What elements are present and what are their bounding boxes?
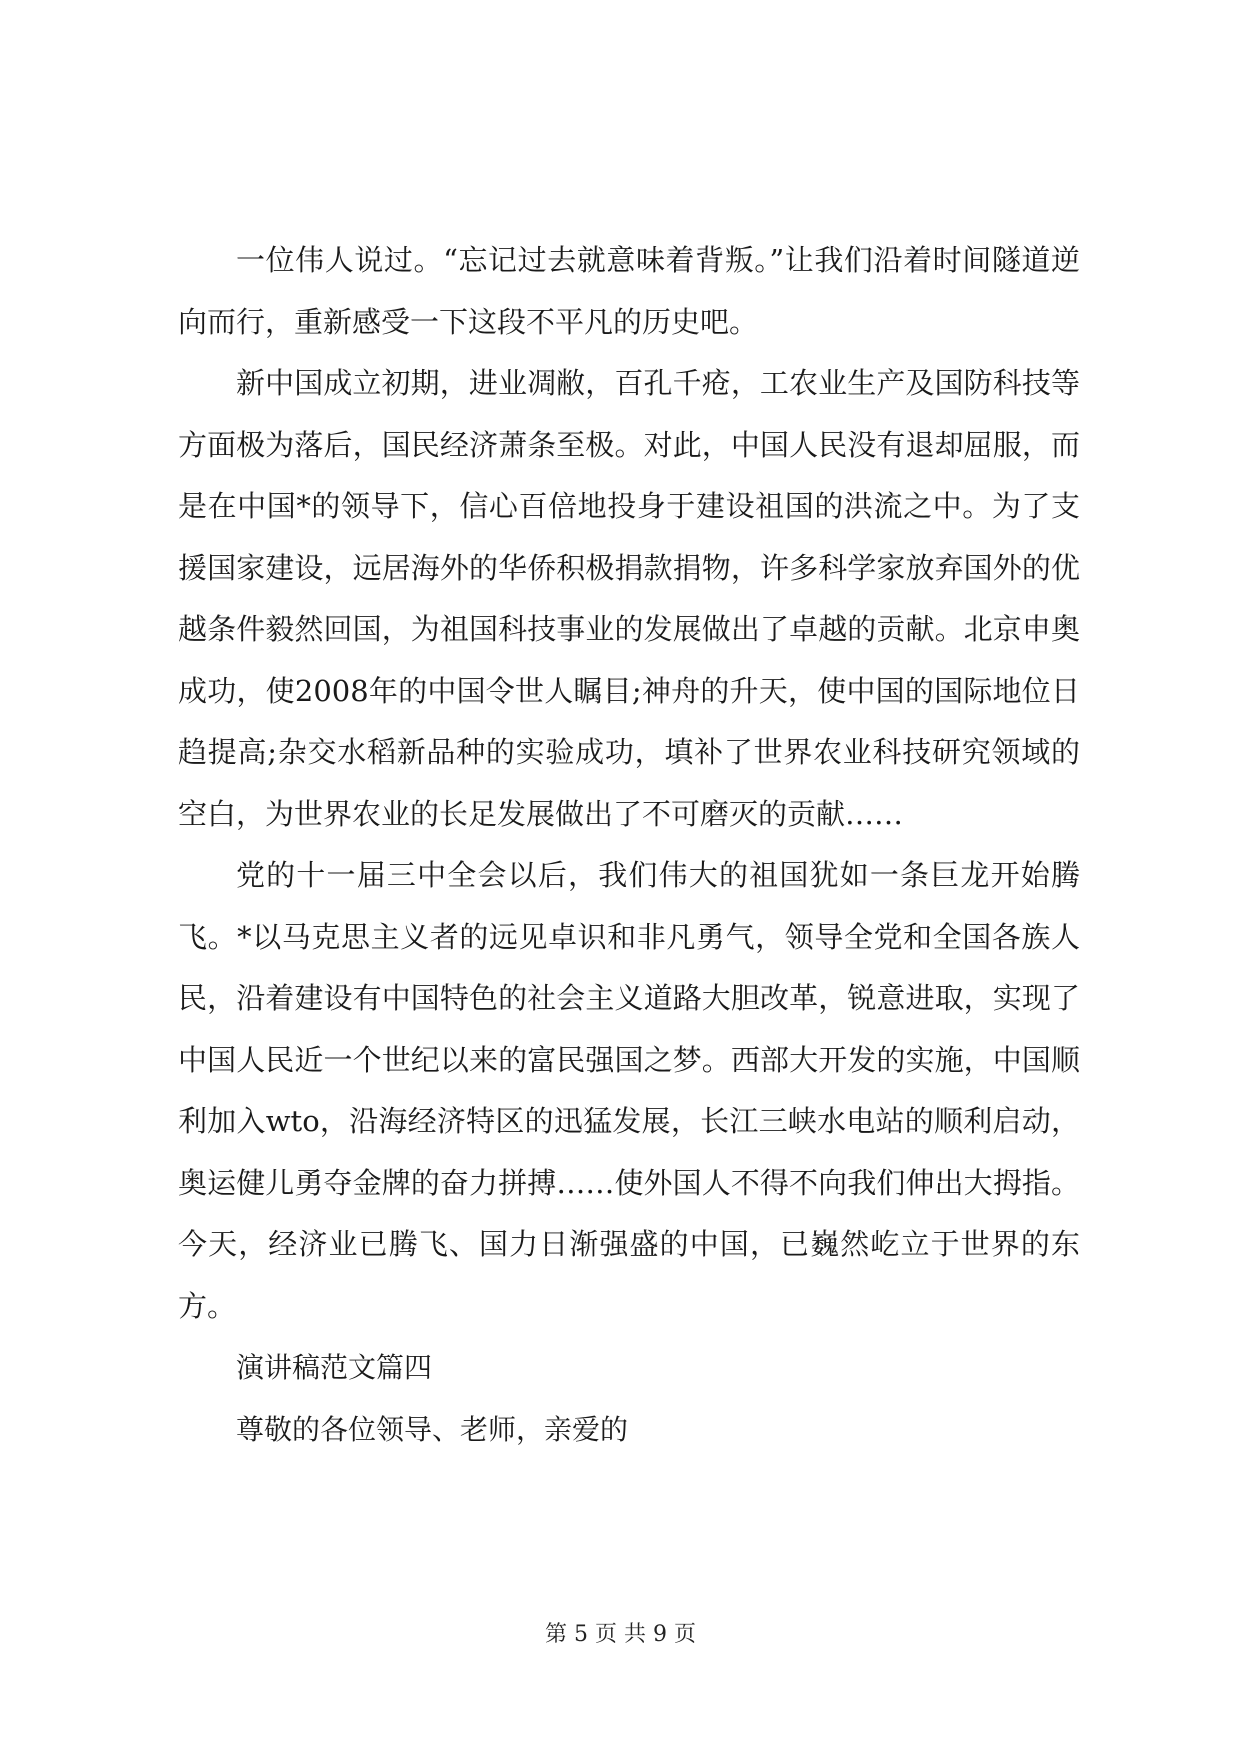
page-footer: 第 5 页 共 9 页 <box>545 1622 696 1647</box>
section-title: 演讲稿范文篇四 <box>236 1351 433 1384</box>
paragraph-reform-era: 党的十一届三中全会以后，我们伟大的祖国犹如一条巨龙开始腾飞。*以马克思主义者的远见卓识和非凡勇气，领导全党和全国各族人民，沿着建设有中国特色的社会主义道路大胆改革，锐意进取，实现了中国人民近一个世纪以来的富民强国之梦。西部大开发的实施，中国顺利加入wto，沿海经济特区的迅猛发展，长江三峡水电站的顺利启动，奥运健儿勇夺金牌的奋力拼搏……使外国人不得不向我们伸出大拇指。今天，经济业已腾飞、国力日渐强盛的中国，已巍然屹立于世界的东方。 <box>178 858 1080 1323</box>
paragraph-early-new-china: 新中国成立初期，进业凋敝，百孔千疮，工农业生产及国防科技等方面极为落后，国民经济萧条至极。对此，中国人民没有退却屈服，而是在中国*的领导下，信心百倍地投身于建设祖国的洪流之中。为了支援国家建设，远居海外的华侨积极捐款捐物，许多科学家放弃国外的优越条件毅然回国，为祖国科技事业的发展做出了卓越的贡献。北京申奥成功，使2008年的中国令世人瞩目;神舟的升天，使中国的国际地位日趋提高;杂交水稻新品种的实验成功，填补了世界农业科技研究领域的空白，为世界农业的长足发展做出了不可磨灭的贡献…… <box>178 366 1080 831</box>
paragraph-history-intro: 一位伟人说过。“忘记过去就意味着背叛。”让我们沿着时间隧道逆向而行，重新感受一下这段不平凡的历史吧。 <box>178 243 1080 339</box>
body-text <box>178 230 1080 1460</box>
salutation-line: 尊敬的各位领导、老师，亲爱的 <box>236 1412 629 1446</box>
